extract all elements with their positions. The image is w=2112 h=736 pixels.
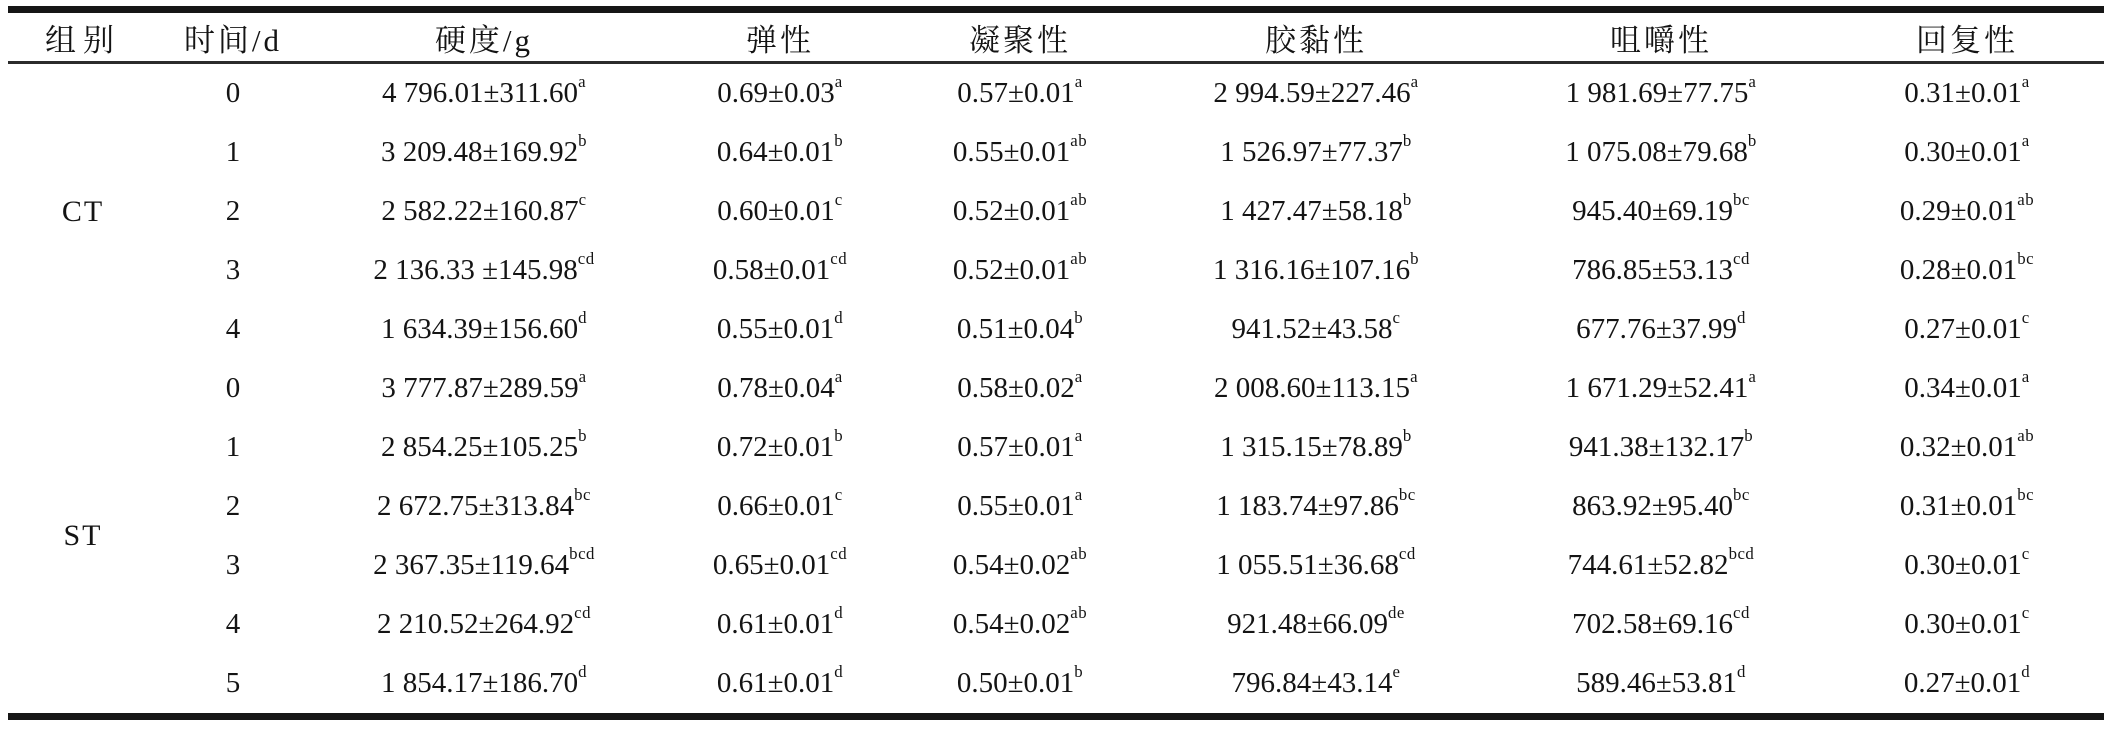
hardness-cell bbox=[308, 300, 660, 359]
sig-superscript: a bbox=[1074, 72, 1083, 92]
time-cell: 5 bbox=[225, 667, 241, 699]
chewiness-cell bbox=[1492, 595, 1830, 654]
col-header-gumminess: 胶黏性 bbox=[1140, 10, 1492, 63]
hardness-cell bbox=[308, 654, 660, 717]
springiness-cell bbox=[660, 654, 900, 717]
springiness-value: 0.64±0.01 bbox=[716, 136, 835, 168]
springiness-cell bbox=[660, 418, 900, 477]
gumminess-value: 796.84±43.14 bbox=[1231, 667, 1393, 699]
sig-superscript: b bbox=[1402, 131, 1412, 151]
cohesiveness-value: 0.57±0.01 bbox=[957, 77, 1075, 109]
cohesiveness-cell bbox=[900, 536, 1140, 595]
table-row bbox=[8, 536, 2104, 595]
gumminess-cell bbox=[1140, 300, 1492, 359]
gumminess-cell bbox=[1140, 182, 1492, 241]
chewiness-value: 677.76±37.99 bbox=[1576, 313, 1737, 345]
chewiness-value: 702.58±69.16 bbox=[1572, 608, 1734, 640]
col-header-springiness: 弹性 bbox=[660, 10, 900, 63]
chewiness-cell bbox=[1492, 654, 1830, 717]
chewiness-cell bbox=[1492, 536, 1830, 595]
hardness-value: 3 209.48±169.92 bbox=[380, 136, 579, 168]
sig-superscript: a bbox=[834, 367, 843, 387]
hardness-cell bbox=[308, 63, 660, 124]
sig-superscript: ab bbox=[2017, 190, 2035, 210]
springiness-cell bbox=[660, 536, 900, 595]
hardness-value: 4 796.01±311.60 bbox=[381, 77, 579, 109]
chewiness-cell bbox=[1492, 123, 1830, 182]
sig-superscript: b bbox=[1402, 190, 1412, 210]
sig-superscript: bc bbox=[1398, 485, 1416, 505]
col-header-group: 组别 bbox=[8, 10, 158, 63]
cohesiveness-value: 0.57±0.01 bbox=[957, 431, 1075, 463]
sig-superscript: b bbox=[1074, 308, 1084, 328]
springiness-value: 0.55±0.01 bbox=[716, 313, 835, 345]
sig-superscript: bc bbox=[2017, 485, 2035, 505]
springiness-cell bbox=[660, 359, 900, 418]
springiness-value: 0.61±0.01 bbox=[716, 608, 835, 640]
sig-superscript: cd bbox=[574, 603, 592, 623]
col-header-cohesiveness: 凝聚性 bbox=[900, 10, 1140, 63]
col-header-time: 时间/d bbox=[158, 10, 308, 63]
hardness-value: 3 777.87±289.59 bbox=[381, 372, 579, 404]
resilience-cell bbox=[1830, 654, 2104, 717]
hardness-value: 2 210.52±264.92 bbox=[376, 608, 575, 640]
cohesiveness-value: 0.54±0.02 bbox=[952, 549, 1071, 581]
hardness-cell bbox=[308, 359, 660, 418]
time-cell: 1 bbox=[225, 136, 241, 168]
resilience-cell bbox=[1830, 418, 2104, 477]
table-row bbox=[8, 63, 2104, 124]
sig-superscript: a bbox=[1074, 367, 1083, 387]
hardness-cell bbox=[308, 182, 660, 241]
time-cell: 2 bbox=[225, 490, 241, 522]
chewiness-cell bbox=[1492, 182, 1830, 241]
cohesiveness-value: 0.52±0.01 bbox=[952, 195, 1071, 227]
sig-superscript: cd bbox=[1733, 249, 1750, 269]
time-cell: 2 bbox=[225, 195, 241, 227]
hardness-cell bbox=[308, 241, 660, 300]
time-cell: 0 bbox=[225, 372, 241, 404]
cohesiveness-cell bbox=[900, 359, 1140, 418]
sig-superscript: c bbox=[578, 190, 587, 210]
time-cell: 1 bbox=[225, 431, 241, 463]
resilience-cell bbox=[1830, 123, 2104, 182]
sig-superscript: b bbox=[578, 131, 588, 151]
table-row bbox=[8, 595, 2104, 654]
col-header-chewiness: 咀嚼性 bbox=[1492, 10, 1830, 63]
chewiness-cell bbox=[1492, 241, 1830, 300]
cohesiveness-cell bbox=[900, 300, 1140, 359]
springiness-cell bbox=[660, 477, 900, 536]
gumminess-value: 941.52±43.58 bbox=[1231, 313, 1393, 345]
gumminess-value: 1 427.47±58.18 bbox=[1220, 195, 1403, 227]
time-cell: 4 bbox=[225, 313, 241, 345]
gumminess-cell bbox=[1140, 477, 1492, 536]
cohesiveness-value: 0.55±0.01 bbox=[957, 490, 1075, 522]
table-row bbox=[8, 359, 2104, 418]
resilience-value: 0.32±0.01 bbox=[1899, 431, 2018, 463]
resilience-cell bbox=[1830, 63, 2104, 124]
gumminess-cell bbox=[1140, 654, 1492, 717]
sig-superscript: bc bbox=[1733, 190, 1750, 210]
sig-superscript: a bbox=[1074, 426, 1083, 446]
hardness-value: 1 634.39±156.60 bbox=[380, 313, 579, 345]
sig-superscript: a bbox=[1748, 367, 1757, 387]
chewiness-value: 1 075.08±79.68 bbox=[1565, 136, 1748, 168]
springiness-cell bbox=[660, 123, 900, 182]
cohesiveness-cell bbox=[900, 418, 1140, 477]
chewiness-value: 941.38±132.17 bbox=[1568, 431, 1745, 463]
gumminess-cell bbox=[1140, 63, 1492, 124]
group-label-st: ST bbox=[63, 519, 103, 552]
cohesiveness-value: 0.52±0.01 bbox=[952, 254, 1071, 286]
hardness-cell bbox=[308, 595, 660, 654]
chewiness-cell bbox=[1492, 300, 1830, 359]
table-row bbox=[8, 182, 2104, 241]
sig-superscript: c bbox=[2021, 308, 2030, 328]
resilience-value: 0.34±0.01 bbox=[1904, 372, 2022, 404]
cohesiveness-cell bbox=[900, 477, 1140, 536]
texture-analysis-table bbox=[8, 6, 2104, 720]
chewiness-cell bbox=[1492, 63, 1830, 124]
resilience-cell bbox=[1830, 241, 2104, 300]
sig-superscript: ab bbox=[1070, 603, 1088, 623]
cohesiveness-value: 0.55±0.01 bbox=[952, 136, 1071, 168]
sig-superscript: ab bbox=[1070, 190, 1088, 210]
sig-superscript: a bbox=[2021, 131, 2030, 151]
sig-superscript: a bbox=[1410, 72, 1419, 92]
sig-superscript: b bbox=[1747, 131, 1757, 151]
sig-superscript: d bbox=[1737, 308, 1746, 328]
chewiness-value: 863.92±95.40 bbox=[1572, 490, 1734, 522]
springiness-value: 0.65±0.01 bbox=[712, 549, 831, 581]
springiness-cell bbox=[660, 595, 900, 654]
sig-superscript: bcd bbox=[1728, 544, 1755, 564]
resilience-cell bbox=[1830, 359, 2104, 418]
chewiness-cell bbox=[1492, 418, 1830, 477]
hardness-value: 2 367.35±119.64 bbox=[373, 549, 570, 581]
springiness-value: 0.78±0.04 bbox=[717, 372, 835, 404]
sig-superscript: b bbox=[1410, 249, 1420, 269]
springiness-cell bbox=[660, 300, 900, 359]
gumminess-value: 1 183.74±97.86 bbox=[1216, 490, 1399, 522]
table-header-row bbox=[8, 10, 2104, 63]
texture-analysis-table-wrap bbox=[8, 6, 2104, 720]
sig-superscript: bcd bbox=[569, 544, 595, 564]
gumminess-cell bbox=[1140, 418, 1492, 477]
table-row bbox=[8, 123, 2104, 182]
sig-superscript: c bbox=[1392, 308, 1401, 328]
sig-superscript: cd bbox=[830, 544, 848, 564]
gumminess-value: 1 055.51±36.68 bbox=[1216, 549, 1399, 581]
resilience-cell bbox=[1830, 300, 2104, 359]
gumminess-value: 1 315.15±78.89 bbox=[1220, 431, 1403, 463]
resilience-value: 0.30±0.01 bbox=[1904, 608, 2022, 640]
cohesiveness-cell bbox=[900, 182, 1140, 241]
sig-superscript: a bbox=[1074, 485, 1083, 505]
sig-superscript: bc bbox=[2017, 249, 2035, 269]
sig-superscript: c bbox=[2021, 603, 2030, 623]
gumminess-cell bbox=[1140, 536, 1492, 595]
gumminess-cell bbox=[1140, 241, 1492, 300]
resilience-value: 0.30±0.01 bbox=[1904, 549, 2022, 581]
resilience-cell bbox=[1830, 477, 2104, 536]
sig-superscript: c bbox=[2021, 544, 2030, 564]
chewiness-value: 945.40±69.19 bbox=[1572, 195, 1734, 227]
hardness-value: 2 136.33 ±145.98 bbox=[373, 254, 578, 286]
chewiness-cell bbox=[1492, 359, 1830, 418]
sig-superscript: a bbox=[2021, 367, 2030, 387]
sig-superscript: de bbox=[1388, 603, 1405, 623]
table-row bbox=[8, 654, 2104, 717]
sig-superscript: d bbox=[578, 662, 588, 682]
springiness-cell bbox=[660, 182, 900, 241]
sig-superscript: b bbox=[1402, 426, 1412, 446]
cohesiveness-value: 0.54±0.02 bbox=[952, 608, 1071, 640]
sig-superscript: bc bbox=[1733, 485, 1750, 505]
hardness-cell bbox=[308, 418, 660, 477]
sig-superscript: ab bbox=[1070, 249, 1088, 269]
chewiness-value: 1 671.29±52.41 bbox=[1565, 372, 1749, 404]
sig-superscript: ab bbox=[1070, 544, 1088, 564]
resilience-cell bbox=[1830, 536, 2104, 595]
resilience-value: 0.27±0.01 bbox=[1904, 313, 2022, 345]
time-cell: 4 bbox=[225, 608, 241, 640]
springiness-value: 0.72±0.01 bbox=[716, 431, 835, 463]
hardness-cell bbox=[308, 123, 660, 182]
sig-superscript: b bbox=[1074, 662, 1084, 682]
group-label-ct: CT bbox=[61, 194, 105, 228]
sig-superscript: d bbox=[2021, 662, 2031, 682]
hardness-value: 2 854.25±105.25 bbox=[380, 431, 579, 463]
time-cell: 0 bbox=[225, 77, 241, 109]
chewiness-value: 1 981.69±77.75 bbox=[1565, 77, 1749, 109]
sig-superscript: d bbox=[1737, 662, 1746, 682]
sig-superscript: a bbox=[578, 72, 587, 92]
cohesiveness-cell bbox=[900, 595, 1140, 654]
table-row bbox=[8, 477, 2104, 536]
springiness-value: 0.60±0.01 bbox=[717, 195, 835, 227]
chewiness-cell bbox=[1492, 477, 1830, 536]
gumminess-cell bbox=[1140, 595, 1492, 654]
gumminess-value: 2 008.60±113.15 bbox=[1213, 372, 1411, 404]
chewiness-value: 786.85±53.13 bbox=[1572, 254, 1734, 286]
col-header-hardness: 硬度/g bbox=[308, 10, 660, 63]
chewiness-value: 744.61±52.82 bbox=[1567, 549, 1729, 581]
sig-superscript: e bbox=[1392, 662, 1401, 682]
resilience-value: 0.31±0.01 bbox=[1899, 490, 2018, 522]
hardness-value: 2 672.75±313.84 bbox=[376, 490, 575, 522]
hardness-value: 2 582.22±160.87 bbox=[381, 195, 579, 227]
cohesiveness-cell bbox=[900, 654, 1140, 717]
sig-superscript: b bbox=[834, 131, 844, 151]
sig-superscript: d bbox=[578, 308, 588, 328]
hardness-cell bbox=[308, 536, 660, 595]
sig-superscript: a bbox=[834, 72, 843, 92]
sig-superscript: b bbox=[1744, 426, 1754, 446]
sig-superscript: d bbox=[834, 662, 844, 682]
table-row bbox=[8, 300, 2104, 359]
sig-superscript: a bbox=[578, 367, 587, 387]
table-row bbox=[8, 418, 2104, 477]
cohesiveness-value: 0.58±0.02 bbox=[957, 372, 1075, 404]
time-cell: 3 bbox=[225, 254, 241, 286]
resilience-cell bbox=[1830, 595, 2104, 654]
sig-superscript: ab bbox=[2017, 426, 2035, 446]
cohesiveness-cell bbox=[900, 123, 1140, 182]
sig-superscript: c bbox=[834, 485, 843, 505]
cohesiveness-cell bbox=[900, 63, 1140, 124]
resilience-value: 0.28±0.01 bbox=[1899, 254, 2018, 286]
resilience-value: 0.31±0.01 bbox=[1904, 77, 2022, 109]
resilience-cell bbox=[1830, 182, 2104, 241]
sig-superscript: cd bbox=[1398, 544, 1416, 564]
springiness-value: 0.69±0.03 bbox=[717, 77, 835, 109]
sig-superscript: d bbox=[834, 603, 844, 623]
gumminess-value: 921.48±66.09 bbox=[1227, 608, 1389, 640]
springiness-cell bbox=[660, 63, 900, 124]
sig-superscript: d bbox=[834, 308, 844, 328]
springiness-value: 0.58±0.01 bbox=[712, 254, 831, 286]
springiness-value: 0.66±0.01 bbox=[717, 490, 835, 522]
cohesiveness-value: 0.51±0.04 bbox=[956, 313, 1075, 345]
gumminess-value: 2 994.59±227.46 bbox=[1213, 77, 1411, 109]
sig-superscript: c bbox=[834, 190, 843, 210]
resilience-value: 0.27±0.01 bbox=[1903, 667, 2022, 699]
sig-superscript: b bbox=[834, 426, 844, 446]
sig-superscript: cd bbox=[1733, 603, 1750, 623]
col-header-resilience: 回复性 bbox=[1830, 10, 2104, 63]
resilience-value: 0.29±0.01 bbox=[1899, 195, 2018, 227]
table-row bbox=[8, 241, 2104, 300]
sig-superscript: b bbox=[578, 426, 588, 446]
sig-superscript: cd bbox=[830, 249, 848, 269]
hardness-value: 1 854.17±186.70 bbox=[380, 667, 579, 699]
hardness-cell bbox=[308, 477, 660, 536]
gumminess-cell bbox=[1140, 359, 1492, 418]
springiness-value: 0.61±0.01 bbox=[716, 667, 835, 699]
gumminess-cell bbox=[1140, 123, 1492, 182]
sig-superscript: a bbox=[1748, 72, 1757, 92]
springiness-cell bbox=[660, 241, 900, 300]
gumminess-value: 1 316.16±107.16 bbox=[1212, 254, 1411, 286]
sig-superscript: a bbox=[1410, 367, 1419, 387]
sig-superscript: cd bbox=[577, 249, 595, 269]
sig-superscript: a bbox=[2021, 72, 2030, 92]
cohesiveness-value: 0.50±0.01 bbox=[956, 667, 1075, 699]
chewiness-value: 589.46±53.81 bbox=[1576, 667, 1737, 699]
sig-superscript: bc bbox=[574, 485, 592, 505]
gumminess-value: 1 526.97±77.37 bbox=[1220, 136, 1403, 168]
resilience-value: 0.30±0.01 bbox=[1904, 136, 2022, 168]
sig-superscript: ab bbox=[1070, 131, 1088, 151]
time-cell: 3 bbox=[225, 549, 241, 581]
cohesiveness-cell bbox=[900, 241, 1140, 300]
